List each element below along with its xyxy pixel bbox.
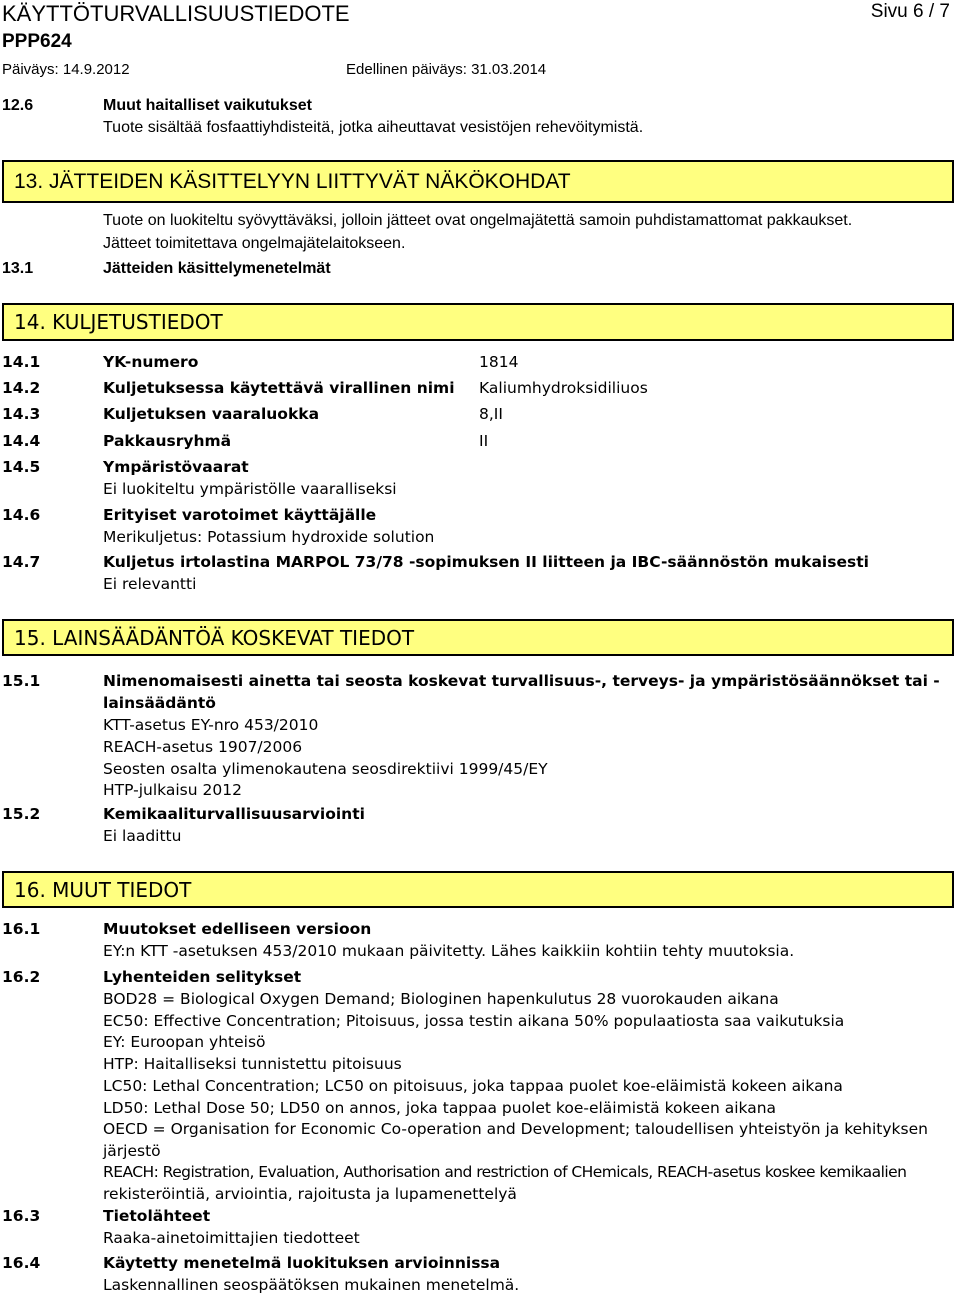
field-label: Kuljetus irtolastina MARPOL 73/78 -sopimuksen II liitteen ja IBC-säännöstön mukaisesti: [103, 553, 869, 571]
section-number: 15.1: [2, 672, 41, 690]
product-code: PPP624: [2, 31, 72, 52]
abbreviation-line: OECD = Organisation for Economic Co-operation and Development; taloudellisen yhteistyön ja kehityksen: [103, 1120, 928, 1138]
field-label: Erityiset varotoimet käyttäjälle: [103, 506, 377, 524]
field-label: Muutokset edelliseen versioon: [103, 920, 372, 938]
issue-date: Päiväys: 14.9.2012: [2, 61, 130, 78]
section-number: 16.3: [2, 1207, 41, 1225]
abbreviation-line: järjestö: [103, 1142, 161, 1160]
section-16-banner: [2, 871, 954, 908]
field-value: II: [479, 432, 489, 450]
section-16-title: 16. MUUT TIEDOT: [14, 877, 192, 902]
document-title: KÄYTTÖTURVALLISUUSTIEDOTE: [2, 1, 350, 26]
section-text: Tuote on luokiteltu syövyttäväksi, jolloin jätteet ovat ongelmajätettä samoin puhdistamattomat pakkaukset.: [103, 212, 853, 229]
field-value: Ei luokiteltu ympäristölle vaaralliseksi: [103, 480, 397, 498]
abbreviation-line: LC50: Lethal Concentration; LC50 on pitoisuus, joka tappaa puolet koe-eläimistä kokeen aikana: [103, 1077, 843, 1095]
section-number: 16.4: [2, 1254, 41, 1272]
abbreviation-line: LD50: Lethal Dose 50; LD50 on annos, joka tappaa puolet koe-eläimistä kokeen aikana: [103, 1099, 777, 1117]
abbreviation-line: rekisteröintiä, arviointia, rajoitusta ja lupamenettelyä: [103, 1185, 517, 1203]
section-13-banner: [2, 160, 954, 203]
regulation-line: REACH-asetus 1907/2006: [103, 738, 303, 756]
section-13-title: 13. JÄTTEIDEN KÄSITTELYYN LIITTYVÄT NÄKÖKOHDAT: [14, 169, 571, 193]
field-value: EY:n KTT -asetuksen 453/2010 mukaan päivitetty. Lähes kaikkiin kohtiin tehty muutoksia.: [103, 942, 795, 960]
field-label: Pakkausryhmä: [103, 432, 232, 450]
section-number: 13.1: [2, 260, 34, 277]
section-14-banner: [2, 303, 954, 341]
section-15-banner: [2, 619, 954, 656]
abbreviation-line: REACH: Registration, Evaluation, Authorisation and restriction of CHemicals, REACH-asetus koskee kemikaalien: [103, 1163, 907, 1181]
field-value: Merikuljetus: Potassium hydroxide solution: [103, 528, 435, 546]
regulation-line: KTT-asetus EY-nro 453/2010: [103, 716, 319, 734]
field-value: 8,II: [479, 405, 503, 423]
regulation-line: Seosten osalta ylimenokautena seosdirektiivi 1999/45/EY: [103, 760, 548, 778]
section-heading: Jätteiden käsittelymenetelmät: [103, 260, 331, 277]
section-text: Tuote sisältää fosfaattiyhdisteitä, jotka aiheuttavat vesistöjen rehevöitymistä.: [103, 119, 644, 136]
section-number: 14.3: [2, 405, 41, 423]
section-14-title: 14. KULJETUSTIEDOT: [14, 310, 223, 334]
section-number: 14.1: [2, 353, 41, 371]
field-value: Ei relevantti: [103, 575, 197, 593]
field-value: Laskennallinen seospäätöksen mukainen menetelmä.: [103, 1276, 520, 1294]
field-label: Kuljetuksen vaaraluokka: [103, 405, 320, 423]
section-number: 15.2: [2, 805, 41, 823]
field-value: Ei laadittu: [103, 827, 182, 845]
section-number: 12.6: [2, 97, 34, 114]
section-number: 16.2: [2, 968, 41, 986]
section-number: 14.7: [2, 553, 41, 571]
previous-date: Edellinen päiväys: 31.03.2014: [346, 61, 547, 78]
field-value: Raaka-ainetoimittajien tiedotteet: [103, 1229, 360, 1247]
field-label: YK-numero: [103, 353, 199, 371]
field-label: Ympäristövaarat: [103, 458, 249, 476]
abbreviation-line: HTP: Haitalliseksi tunnistettu pitoisuus: [103, 1055, 402, 1073]
section-number: 14.6: [2, 506, 41, 524]
field-label: Lyhenteiden selitykset: [103, 968, 302, 986]
section-number: 14.4: [2, 432, 41, 450]
abbreviation-line: EY: Euroopan yhteisö: [103, 1033, 266, 1051]
section-number: 14.5: [2, 458, 41, 476]
field-label: Käytetty menetelmä luokituksen arvioinnissa: [103, 1254, 501, 1272]
field-label: lainsäädäntö: [103, 694, 216, 712]
section-number: 14.2: [2, 379, 41, 397]
section-heading: Muut haitalliset vaikutukset: [103, 97, 312, 114]
abbreviation-line: EC50: Effective Concentration; Pitoisuus, jossa testin aikana 50% populaatiosta saa vaikutuksia: [103, 1012, 845, 1030]
section-15-title: 15. LAINSÄÄDÄNTÖÄ KOSKEVAT TIEDOT: [14, 625, 415, 650]
section-text: Jätteet toimitettava ongelmajätelaitokseen.: [103, 235, 406, 252]
field-value: 1814: [479, 353, 519, 371]
field-value: Kaliumhydroksidiliuos: [479, 379, 648, 397]
section-number: 16.1: [2, 920, 41, 938]
field-label: Nimenomaisesti ainetta tai seosta koskevat turvallisuus-, terveys- ja ympäristösäännökset tai -: [103, 672, 940, 690]
field-label: Kemikaaliturvallisuusarviointi: [103, 805, 365, 823]
field-label: Tietolähteet: [103, 1207, 211, 1225]
abbreviation-line: BOD28 = Biological Oxygen Demand; Biologinen hapenkulutus 28 vuorokauden aikana: [103, 990, 779, 1008]
regulation-line: HTP-julkaisu 2012: [103, 781, 242, 799]
field-label: Kuljetuksessa käytettävä virallinen nimi: [103, 379, 455, 397]
page-number: Sivu 6 / 7: [870, 1, 950, 22]
